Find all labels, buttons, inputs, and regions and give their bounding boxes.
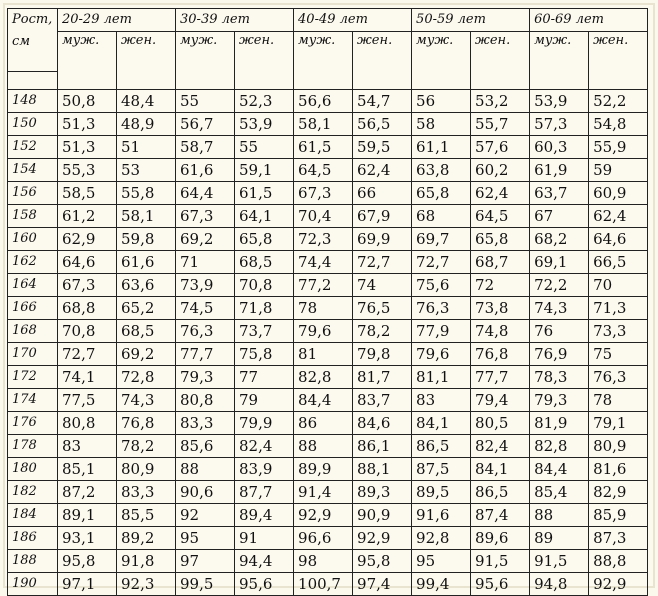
male-weight-cell: 67,3: [176, 205, 235, 228]
male-weight-cell: 51,3: [58, 113, 117, 136]
table-header: [8, 9, 648, 90]
female-weight-cell: 56,5: [353, 113, 412, 136]
height-label: Рост,: [12, 12, 53, 27]
female-weight-cell: 82,4: [235, 435, 294, 458]
male-weight-cell: 89: [530, 527, 589, 550]
female-column-header: жен.: [471, 32, 530, 90]
female-weight-cell: 70: [589, 274, 648, 297]
male-weight-cell: 87,2: [58, 481, 117, 504]
female-weight-cell: 89,3: [353, 481, 412, 504]
female-weight-cell: 83,3: [117, 481, 176, 504]
female-weight-cell: 48,4: [117, 90, 176, 113]
female-weight-cell: 64,6: [589, 228, 648, 251]
height-cell: 152: [8, 136, 58, 159]
female-weight-cell: 54,8: [589, 113, 648, 136]
male-weight-cell: 74,3: [530, 297, 589, 320]
male-weight-cell: 76,3: [412, 297, 471, 320]
female-weight-cell: 71,3: [589, 297, 648, 320]
height-cell: 190: [8, 573, 58, 596]
male-weight-cell: 86,5: [412, 435, 471, 458]
male-weight-cell: 58,1: [294, 113, 353, 136]
female-weight-cell: 52,2: [589, 90, 648, 113]
female-column-header: жен.: [589, 32, 648, 90]
table-row: [8, 527, 648, 550]
female-column-header: жен.: [235, 32, 294, 90]
male-weight-cell: 77,9: [412, 320, 471, 343]
male-weight-cell: 74,1: [58, 366, 117, 389]
table-row: [8, 274, 648, 297]
female-weight-cell: 62,4: [353, 159, 412, 182]
height-cell: 148: [8, 90, 58, 113]
male-weight-cell: 87,5: [412, 458, 471, 481]
male-weight-cell: 72,7: [412, 251, 471, 274]
height-cell: 174: [8, 389, 58, 412]
female-weight-cell: 83,9: [235, 458, 294, 481]
male-weight-cell: 58: [412, 113, 471, 136]
male-weight-cell: 69,2: [176, 228, 235, 251]
female-weight-cell: 80,5: [471, 412, 530, 435]
table-row: [8, 159, 648, 182]
female-weight-cell: 81,6: [589, 458, 648, 481]
female-weight-cell: 82,4: [471, 435, 530, 458]
male-weight-cell: 82,8: [530, 435, 589, 458]
female-weight-cell: 48,9: [117, 113, 176, 136]
female-weight-cell: 70,8: [235, 274, 294, 297]
female-weight-cell: 65,2: [117, 297, 176, 320]
female-weight-cell: 78,2: [117, 435, 176, 458]
female-weight-cell: 75,8: [235, 343, 294, 366]
male-weight-cell: 77,2: [294, 274, 353, 297]
female-weight-cell: 89,2: [117, 527, 176, 550]
height-cell: 154: [8, 159, 58, 182]
male-weight-cell: 81: [294, 343, 353, 366]
height-unit: см: [12, 34, 31, 49]
table-row: [8, 182, 648, 205]
female-weight-cell: 65,8: [235, 228, 294, 251]
female-weight-cell: 76,3: [589, 366, 648, 389]
female-weight-cell: 79,9: [235, 412, 294, 435]
table-row: [8, 389, 648, 412]
male-weight-cell: 80,8: [58, 412, 117, 435]
male-weight-cell: 56,6: [294, 90, 353, 113]
height-column-header: [8, 9, 58, 72]
height-cell: 168: [8, 320, 58, 343]
male-weight-cell: 76,9: [530, 343, 589, 366]
male-weight-cell: 70,4: [294, 205, 353, 228]
female-weight-cell: 69,2: [117, 343, 176, 366]
male-weight-cell: 58,5: [58, 182, 117, 205]
male-weight-cell: 79,6: [412, 343, 471, 366]
table-row: [8, 504, 648, 527]
female-weight-cell: 68,5: [117, 320, 176, 343]
male-weight-cell: 53,9: [530, 90, 589, 113]
male-weight-cell: 64,6: [58, 251, 117, 274]
female-weight-cell: 77: [235, 366, 294, 389]
female-weight-cell: 65,8: [471, 228, 530, 251]
female-weight-cell: 87,7: [235, 481, 294, 504]
male-weight-cell: 61,6: [176, 159, 235, 182]
female-weight-cell: 95,6: [235, 573, 294, 596]
male-weight-cell: 70,8: [58, 320, 117, 343]
male-weight-cell: 62,9: [58, 228, 117, 251]
table-row: [8, 90, 648, 113]
male-weight-cell: 61,2: [58, 205, 117, 228]
male-weight-cell: 92,8: [412, 527, 471, 550]
table-row: [8, 228, 648, 251]
female-weight-cell: 79,4: [471, 389, 530, 412]
male-weight-cell: 99,5: [176, 573, 235, 596]
female-weight-cell: 78,2: [353, 320, 412, 343]
female-weight-cell: 85,9: [589, 504, 648, 527]
female-weight-cell: 87,4: [471, 504, 530, 527]
female-weight-cell: 89,4: [235, 504, 294, 527]
table-row: [8, 320, 648, 343]
male-weight-cell: 77,5: [58, 389, 117, 412]
male-weight-cell: 96,6: [294, 527, 353, 550]
female-weight-cell: 60,9: [589, 182, 648, 205]
male-weight-cell: 69,1: [530, 251, 589, 274]
male-weight-cell: 92: [176, 504, 235, 527]
male-weight-cell: 69,7: [412, 228, 471, 251]
female-weight-cell: 64,5: [471, 205, 530, 228]
male-weight-cell: 73,9: [176, 274, 235, 297]
male-weight-cell: 56: [412, 90, 471, 113]
female-weight-cell: 71,8: [235, 297, 294, 320]
female-weight-cell: 58,1: [117, 205, 176, 228]
male-weight-cell: 89,9: [294, 458, 353, 481]
height-cell: 160: [8, 228, 58, 251]
female-weight-cell: 88,8: [589, 550, 648, 573]
age-group-header: 60-69 лет: [530, 9, 648, 32]
female-weight-cell: 86,1: [353, 435, 412, 458]
female-weight-cell: 84,1: [471, 458, 530, 481]
female-weight-cell: 73,3: [589, 320, 648, 343]
male-weight-cell: 68,8: [58, 297, 117, 320]
female-weight-cell: 95,6: [471, 573, 530, 596]
male-weight-cell: 97,1: [58, 573, 117, 596]
table-row: [8, 297, 648, 320]
height-cell: 156: [8, 182, 58, 205]
female-weight-cell: 55,9: [589, 136, 648, 159]
male-column-header: муж.: [412, 32, 471, 90]
male-weight-cell: 83: [58, 435, 117, 458]
female-weight-cell: 88,1: [353, 458, 412, 481]
male-weight-cell: 93,1: [58, 527, 117, 550]
height-cell: 172: [8, 366, 58, 389]
male-weight-cell: 80,8: [176, 389, 235, 412]
male-weight-cell: 100,7: [294, 573, 353, 596]
male-weight-cell: 81,1: [412, 366, 471, 389]
female-weight-cell: 76,5: [353, 297, 412, 320]
male-weight-cell: 79,6: [294, 320, 353, 343]
female-weight-cell: 61,5: [235, 182, 294, 205]
female-weight-cell: 82,9: [589, 481, 648, 504]
height-cell: 176: [8, 412, 58, 435]
female-weight-cell: 86,5: [471, 481, 530, 504]
table-row: [8, 458, 648, 481]
male-weight-cell: 85,6: [176, 435, 235, 458]
male-weight-cell: 98: [294, 550, 353, 573]
male-weight-cell: 77,7: [176, 343, 235, 366]
male-weight-cell: 68: [412, 205, 471, 228]
male-weight-cell: 63,8: [412, 159, 471, 182]
male-weight-cell: 84,1: [412, 412, 471, 435]
female-weight-cell: 76,8: [117, 412, 176, 435]
male-weight-cell: 58,7: [176, 136, 235, 159]
height-cell: 188: [8, 550, 58, 573]
female-weight-cell: 61,6: [117, 251, 176, 274]
male-weight-cell: 61,5: [294, 136, 353, 159]
height-cell: 166: [8, 297, 58, 320]
table-row: [8, 550, 648, 573]
female-weight-cell: 69,9: [353, 228, 412, 251]
height-cell: 180: [8, 458, 58, 481]
female-weight-cell: 72,7: [353, 251, 412, 274]
male-weight-cell: 68,2: [530, 228, 589, 251]
height-cell: 184: [8, 504, 58, 527]
female-weight-cell: 83,7: [353, 389, 412, 412]
female-weight-cell: 62,4: [471, 182, 530, 205]
table-row: [8, 573, 648, 596]
table-row: [8, 481, 648, 504]
male-weight-cell: 91,5: [530, 550, 589, 573]
male-weight-cell: 67,3: [294, 182, 353, 205]
male-weight-cell: 71: [176, 251, 235, 274]
male-weight-cell: 89,1: [58, 504, 117, 527]
female-weight-cell: 63,6: [117, 274, 176, 297]
male-column-header: муж.: [58, 32, 117, 90]
male-weight-cell: 88: [176, 458, 235, 481]
female-weight-cell: 92,3: [117, 573, 176, 596]
male-weight-cell: 67: [530, 205, 589, 228]
male-weight-cell: 86: [294, 412, 353, 435]
age-group-header: 40-49 лет: [294, 9, 412, 32]
male-weight-cell: 57,3: [530, 113, 589, 136]
table-body: [8, 90, 648, 596]
female-weight-cell: 55,8: [117, 182, 176, 205]
female-weight-cell: 73,8: [471, 297, 530, 320]
female-weight-cell: 97,4: [353, 573, 412, 596]
male-weight-cell: 55,3: [58, 159, 117, 182]
male-weight-cell: 95: [412, 550, 471, 573]
female-weight-cell: 91,5: [471, 550, 530, 573]
male-weight-cell: 76,3: [176, 320, 235, 343]
female-weight-cell: 67,9: [353, 205, 412, 228]
male-column-header: муж.: [530, 32, 589, 90]
male-weight-cell: 64,4: [176, 182, 235, 205]
table-row: [8, 412, 648, 435]
female-weight-cell: 74,3: [117, 389, 176, 412]
female-weight-cell: 77,7: [471, 366, 530, 389]
male-weight-cell: 74,4: [294, 251, 353, 274]
female-weight-cell: 51: [117, 136, 176, 159]
female-weight-cell: 62,4: [589, 205, 648, 228]
male-weight-cell: 78,3: [530, 366, 589, 389]
female-weight-cell: 59,5: [353, 136, 412, 159]
female-weight-cell: 81,7: [353, 366, 412, 389]
height-cell: 178: [8, 435, 58, 458]
height-cell: 158: [8, 205, 58, 228]
female-weight-cell: 59,1: [235, 159, 294, 182]
height-cell: 150: [8, 113, 58, 136]
female-column-header: жен.: [353, 32, 412, 90]
male-weight-cell: 50,8: [58, 90, 117, 113]
female-weight-cell: 84,6: [353, 412, 412, 435]
male-weight-cell: 75,6: [412, 274, 471, 297]
male-weight-cell: 67,3: [58, 274, 117, 297]
male-weight-cell: 51,3: [58, 136, 117, 159]
male-weight-cell: 91,6: [412, 504, 471, 527]
table-row: [8, 366, 648, 389]
male-weight-cell: 94,8: [530, 573, 589, 596]
male-weight-cell: 88: [294, 435, 353, 458]
male-weight-cell: 72,3: [294, 228, 353, 251]
blank-header-cell: [8, 72, 58, 90]
male-weight-cell: 72,2: [530, 274, 589, 297]
female-weight-cell: 59: [589, 159, 648, 182]
height-cell: 182: [8, 481, 58, 504]
female-weight-cell: 72,8: [117, 366, 176, 389]
male-weight-cell: 74,5: [176, 297, 235, 320]
male-weight-cell: 85,1: [58, 458, 117, 481]
male-weight-cell: 95: [176, 527, 235, 550]
male-column-header: муж.: [294, 32, 353, 90]
table-row: [8, 113, 648, 136]
age-group-header: 20-29 лет: [58, 9, 176, 32]
female-weight-cell: 66: [353, 182, 412, 205]
table-row: [8, 251, 648, 274]
table-row: [8, 343, 648, 366]
female-weight-cell: 53,2: [471, 90, 530, 113]
height-cell: 164: [8, 274, 58, 297]
female-weight-cell: 80,9: [589, 435, 648, 458]
male-weight-cell: 92,9: [294, 504, 353, 527]
male-weight-cell: 55: [176, 90, 235, 113]
female-weight-cell: 89,6: [471, 527, 530, 550]
male-column-header: муж.: [176, 32, 235, 90]
female-weight-cell: 78: [589, 389, 648, 412]
female-weight-cell: 55: [235, 136, 294, 159]
female-weight-cell: 91,8: [117, 550, 176, 573]
female-weight-cell: 74: [353, 274, 412, 297]
female-column-header: жен.: [117, 32, 176, 90]
male-weight-cell: 60,3: [530, 136, 589, 159]
male-weight-cell: 65,8: [412, 182, 471, 205]
weight-table: [7, 8, 648, 596]
male-weight-cell: 61,9: [530, 159, 589, 182]
male-weight-cell: 82,8: [294, 366, 353, 389]
table-row: [8, 136, 648, 159]
male-weight-cell: 79,3: [530, 389, 589, 412]
female-weight-cell: 64,1: [235, 205, 294, 228]
female-weight-cell: 52,3: [235, 90, 294, 113]
female-weight-cell: 55,7: [471, 113, 530, 136]
table-row: [8, 435, 648, 458]
female-weight-cell: 80,9: [117, 458, 176, 481]
female-weight-cell: 53: [117, 159, 176, 182]
height-cell: 170: [8, 343, 58, 366]
female-weight-cell: 87,3: [589, 527, 648, 550]
age-group-header: 50-59 лет: [412, 9, 530, 32]
female-weight-cell: 73,7: [235, 320, 294, 343]
female-weight-cell: 75: [589, 343, 648, 366]
female-weight-cell: 68,7: [471, 251, 530, 274]
male-weight-cell: 79,3: [176, 366, 235, 389]
female-weight-cell: 76,8: [471, 343, 530, 366]
male-weight-cell: 88: [530, 504, 589, 527]
female-weight-cell: 54,7: [353, 90, 412, 113]
female-weight-cell: 66,5: [589, 251, 648, 274]
male-weight-cell: 72,7: [58, 343, 117, 366]
male-weight-cell: 99,4: [412, 573, 471, 596]
male-weight-cell: 78: [294, 297, 353, 320]
male-weight-cell: 83,3: [176, 412, 235, 435]
female-weight-cell: 60,2: [471, 159, 530, 182]
female-weight-cell: 79,1: [589, 412, 648, 435]
male-weight-cell: 76: [530, 320, 589, 343]
male-weight-cell: 95,8: [58, 550, 117, 573]
female-weight-cell: 92,9: [589, 573, 648, 596]
male-weight-cell: 63,7: [530, 182, 589, 205]
male-weight-cell: 83: [412, 389, 471, 412]
male-weight-cell: 81,9: [530, 412, 589, 435]
age-group-header: 30-39 лет: [176, 9, 294, 32]
male-weight-cell: 91,4: [294, 481, 353, 504]
female-weight-cell: 68,5: [235, 251, 294, 274]
female-weight-cell: 57,6: [471, 136, 530, 159]
male-weight-cell: 90,6: [176, 481, 235, 504]
table-row: [8, 205, 648, 228]
female-weight-cell: 72: [471, 274, 530, 297]
male-weight-cell: 56,7: [176, 113, 235, 136]
female-weight-cell: 94,4: [235, 550, 294, 573]
female-weight-cell: 74,8: [471, 320, 530, 343]
female-weight-cell: 90,9: [353, 504, 412, 527]
male-weight-cell: 64,5: [294, 159, 353, 182]
female-weight-cell: 79,8: [353, 343, 412, 366]
male-weight-cell: 84,4: [530, 458, 589, 481]
female-weight-cell: 95,8: [353, 550, 412, 573]
female-weight-cell: 79: [235, 389, 294, 412]
height-cell: 186: [8, 527, 58, 550]
female-weight-cell: 53,9: [235, 113, 294, 136]
male-weight-cell: 61,1: [412, 136, 471, 159]
female-weight-cell: 85,5: [117, 504, 176, 527]
male-weight-cell: 89,5: [412, 481, 471, 504]
female-weight-cell: 92,9: [353, 527, 412, 550]
male-weight-cell: 85,4: [530, 481, 589, 504]
male-weight-cell: 97: [176, 550, 235, 573]
male-weight-cell: 84,4: [294, 389, 353, 412]
height-cell: 162: [8, 251, 58, 274]
female-weight-cell: 59,8: [117, 228, 176, 251]
female-weight-cell: 91: [235, 527, 294, 550]
